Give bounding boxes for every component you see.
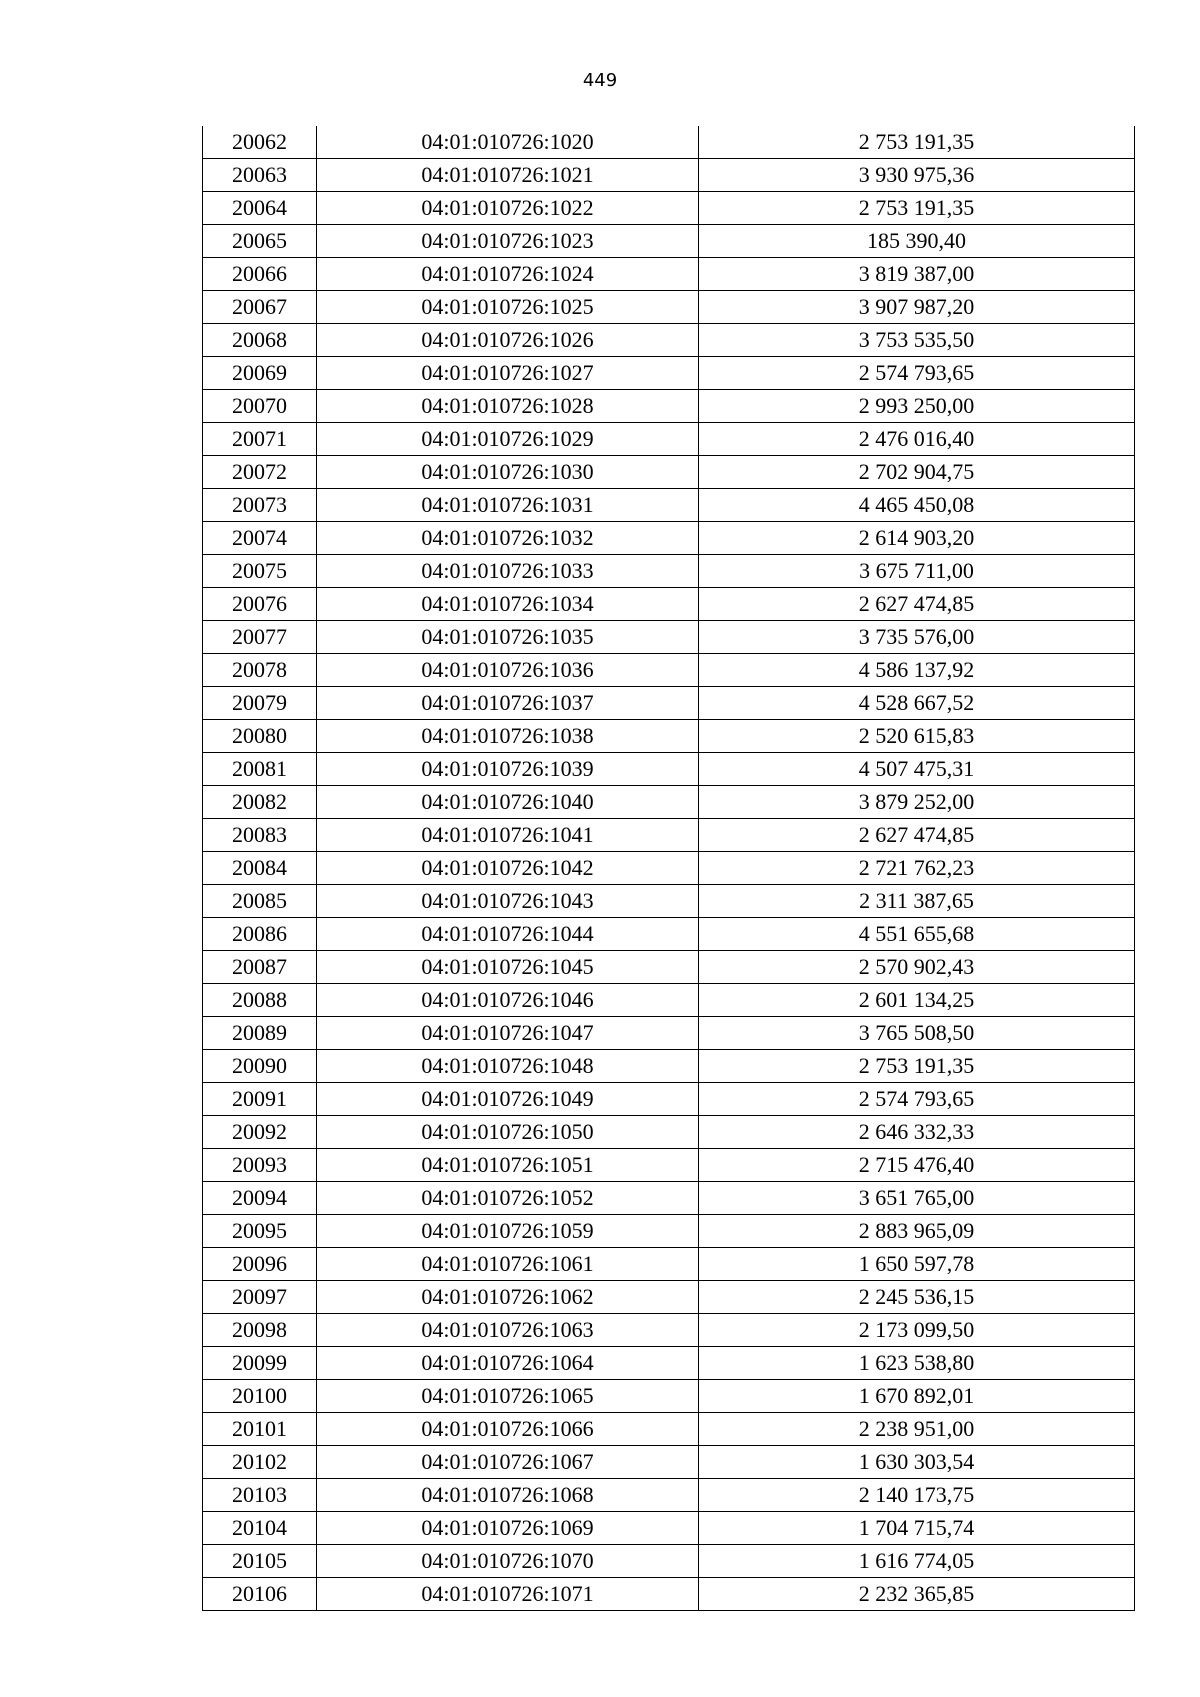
cadastral-value-cell: 1 704 715,74 [699, 1512, 1135, 1545]
cadastral-number-cell: 04:01:010726:1067 [317, 1446, 699, 1479]
cadastral-value-cell: 185 390,40 [699, 225, 1135, 258]
row-number-cell: 20100 [203, 1380, 317, 1413]
cadastral-value-cell: 2 574 793,65 [699, 357, 1135, 390]
cadastral-value-cell: 2 627 474,85 [699, 819, 1135, 852]
row-number-cell: 20065 [203, 225, 317, 258]
row-number-cell: 20101 [203, 1413, 317, 1446]
cadastral-number-cell: 04:01:010726:1023 [317, 225, 699, 258]
table-row [203, 753, 1135, 786]
cadastral-value-table [202, 126, 1135, 1611]
cadastral-value-cell: 2 702 904,75 [699, 456, 1135, 489]
row-number-cell: 20095 [203, 1215, 317, 1248]
table-row [203, 1512, 1135, 1545]
cadastral-number-cell: 04:01:010726:1031 [317, 489, 699, 522]
table-row [203, 984, 1135, 1017]
cadastral-number-cell: 04:01:010726:1049 [317, 1083, 699, 1116]
cadastral-number-cell: 04:01:010726:1052 [317, 1182, 699, 1215]
cadastral-number-cell: 04:01:010726:1044 [317, 918, 699, 951]
table-row [203, 390, 1135, 423]
table-row [203, 1446, 1135, 1479]
row-number-cell: 20066 [203, 258, 317, 291]
row-number-cell: 20092 [203, 1116, 317, 1149]
cadastral-number-cell: 04:01:010726:1065 [317, 1380, 699, 1413]
cadastral-number-cell: 04:01:010726:1020 [317, 126, 699, 159]
row-number-cell: 20103 [203, 1479, 317, 1512]
table-row [203, 687, 1135, 720]
row-number-cell: 20082 [203, 786, 317, 819]
table-row [203, 1215, 1135, 1248]
cadastral-value-cell: 2 715 476,40 [699, 1149, 1135, 1182]
cadastral-number-cell: 04:01:010726:1070 [317, 1545, 699, 1578]
table-row [203, 1248, 1135, 1281]
row-number-cell: 20102 [203, 1446, 317, 1479]
cadastral-number-cell: 04:01:010726:1034 [317, 588, 699, 621]
cadastral-number-cell: 04:01:010726:1043 [317, 885, 699, 918]
cadastral-number-cell: 04:01:010726:1026 [317, 324, 699, 357]
cadastral-value-cell: 1 623 538,80 [699, 1347, 1135, 1380]
cadastral-value-cell: 3 819 387,00 [699, 258, 1135, 291]
cadastral-value-cell: 3 735 576,00 [699, 621, 1135, 654]
row-number-cell: 20080 [203, 720, 317, 753]
cadastral-number-cell: 04:01:010726:1047 [317, 1017, 699, 1050]
cadastral-number-cell: 04:01:010726:1042 [317, 852, 699, 885]
cadastral-value-cell: 1 650 597,78 [699, 1248, 1135, 1281]
cadastral-value-cell: 2 476 016,40 [699, 423, 1135, 456]
row-number-cell: 20086 [203, 918, 317, 951]
row-number-cell: 20072 [203, 456, 317, 489]
table-row [203, 555, 1135, 588]
cadastral-number-cell: 04:01:010726:1033 [317, 555, 699, 588]
row-number-cell: 20089 [203, 1017, 317, 1050]
row-number-cell: 20091 [203, 1083, 317, 1116]
row-number-cell: 20094 [203, 1182, 317, 1215]
cadastral-number-cell: 04:01:010726:1069 [317, 1512, 699, 1545]
table-row [203, 456, 1135, 489]
row-number-cell: 20069 [203, 357, 317, 390]
table-row [203, 1083, 1135, 1116]
table-row [203, 1314, 1135, 1347]
cadastral-number-cell: 04:01:010726:1063 [317, 1314, 699, 1347]
cadastral-value-cell: 2 753 191,35 [699, 192, 1135, 225]
row-number-cell: 20093 [203, 1149, 317, 1182]
row-number-cell: 20062 [203, 126, 317, 159]
cadastral-number-cell: 04:01:010726:1062 [317, 1281, 699, 1314]
cadastral-number-cell: 04:01:010726:1050 [317, 1116, 699, 1149]
table-row [203, 192, 1135, 225]
cadastral-number-cell: 04:01:010726:1068 [317, 1479, 699, 1512]
cadastral-value-cell: 4 551 655,68 [699, 918, 1135, 951]
cadastral-value-cell: 2 245 536,15 [699, 1281, 1135, 1314]
row-number-cell: 20077 [203, 621, 317, 654]
cadastral-value-cell: 3 930 975,36 [699, 159, 1135, 192]
cadastral-value-cell: 3 907 987,20 [699, 291, 1135, 324]
table-row [203, 1413, 1135, 1446]
table-row [203, 918, 1135, 951]
cadastral-value-cell: 2 601 134,25 [699, 984, 1135, 1017]
table-row [203, 1116, 1135, 1149]
cadastral-number-cell: 04:01:010726:1045 [317, 951, 699, 984]
cadastral-number-cell: 04:01:010726:1040 [317, 786, 699, 819]
table-row [203, 1149, 1135, 1182]
row-number-cell: 20074 [203, 522, 317, 555]
cadastral-value-cell: 2 520 615,83 [699, 720, 1135, 753]
cadastral-number-cell: 04:01:010726:1032 [317, 522, 699, 555]
row-number-cell: 20087 [203, 951, 317, 984]
row-number-cell: 20105 [203, 1545, 317, 1578]
table-row [203, 1545, 1135, 1578]
cadastral-value-cell: 3 879 252,00 [699, 786, 1135, 819]
cadastral-value-cell: 2 574 793,65 [699, 1083, 1135, 1116]
row-number-cell: 20076 [203, 588, 317, 621]
cadastral-value-cell: 3 651 765,00 [699, 1182, 1135, 1215]
table-row [203, 357, 1135, 390]
table-row [203, 1578, 1135, 1611]
table-row [203, 258, 1135, 291]
cadastral-value-cell: 3 753 535,50 [699, 324, 1135, 357]
row-number-cell: 20084 [203, 852, 317, 885]
cadastral-value-cell: 4 528 667,52 [699, 687, 1135, 720]
cadastral-number-cell: 04:01:010726:1046 [317, 984, 699, 1017]
cadastral-number-cell: 04:01:010726:1051 [317, 1149, 699, 1182]
cadastral-value-cell: 2 753 191,35 [699, 1050, 1135, 1083]
cadastral-value-cell: 4 465 450,08 [699, 489, 1135, 522]
cadastral-number-cell: 04:01:010726:1041 [317, 819, 699, 852]
row-number-cell: 20075 [203, 555, 317, 588]
cadastral-number-cell: 04:01:010726:1064 [317, 1347, 699, 1380]
table-row [203, 1050, 1135, 1083]
row-number-cell: 20079 [203, 687, 317, 720]
cadastral-number-cell: 04:01:010726:1028 [317, 390, 699, 423]
cadastral-value-cell: 2 173 099,50 [699, 1314, 1135, 1347]
row-number-cell: 20064 [203, 192, 317, 225]
row-number-cell: 20081 [203, 753, 317, 786]
table-row [203, 720, 1135, 753]
row-number-cell: 20088 [203, 984, 317, 1017]
cadastral-number-cell: 04:01:010726:1022 [317, 192, 699, 225]
cadastral-value-cell: 1 630 303,54 [699, 1446, 1135, 1479]
table-row [203, 1281, 1135, 1314]
table-row [203, 489, 1135, 522]
row-number-cell: 20068 [203, 324, 317, 357]
cadastral-value-cell: 3 765 508,50 [699, 1017, 1135, 1050]
cadastral-number-cell: 04:01:010726:1036 [317, 654, 699, 687]
row-number-cell: 20078 [203, 654, 317, 687]
cadastral-number-cell: 04:01:010726:1059 [317, 1215, 699, 1248]
cadastral-value-cell: 4 507 475,31 [699, 753, 1135, 786]
cadastral-number-cell: 04:01:010726:1035 [317, 621, 699, 654]
row-number-cell: 20099 [203, 1347, 317, 1380]
row-number-cell: 20090 [203, 1050, 317, 1083]
table-body [203, 126, 1135, 1611]
cadastral-value-cell: 2 753 191,35 [699, 126, 1135, 159]
cadastral-number-cell: 04:01:010726:1030 [317, 456, 699, 489]
cadastral-value-cell: 2 883 965,09 [699, 1215, 1135, 1248]
cadastral-number-cell: 04:01:010726:1025 [317, 291, 699, 324]
table-row [203, 1479, 1135, 1512]
table-row [203, 819, 1135, 852]
row-number-cell: 20104 [203, 1512, 317, 1545]
cadastral-value-cell: 4 586 137,92 [699, 654, 1135, 687]
row-number-cell: 20106 [203, 1578, 317, 1611]
table-row [203, 1017, 1135, 1050]
table-row [203, 159, 1135, 192]
cadastral-number-cell: 04:01:010726:1071 [317, 1578, 699, 1611]
cadastral-number-cell: 04:01:010726:1021 [317, 159, 699, 192]
table-row [203, 1347, 1135, 1380]
table-row [203, 951, 1135, 984]
cadastral-number-cell: 04:01:010726:1029 [317, 423, 699, 456]
table-row [203, 522, 1135, 555]
row-number-cell: 20098 [203, 1314, 317, 1347]
page-number: 449 [582, 70, 618, 91]
row-number-cell: 20067 [203, 291, 317, 324]
cadastral-table-container [202, 126, 1134, 1611]
cadastral-value-cell: 1 616 774,05 [699, 1545, 1135, 1578]
row-number-cell: 20083 [203, 819, 317, 852]
row-number-cell: 20070 [203, 390, 317, 423]
row-number-cell: 20063 [203, 159, 317, 192]
cadastral-value-cell: 2 311 387,65 [699, 885, 1135, 918]
table-row [203, 588, 1135, 621]
cadastral-number-cell: 04:01:010726:1066 [317, 1413, 699, 1446]
table-row [203, 621, 1135, 654]
table-row [203, 324, 1135, 357]
cadastral-value-cell: 2 646 332,33 [699, 1116, 1135, 1149]
table-row [203, 852, 1135, 885]
row-number-cell: 20073 [203, 489, 317, 522]
table-row [203, 654, 1135, 687]
cadastral-value-cell: 2 721 762,23 [699, 852, 1135, 885]
cadastral-value-cell: 2 993 250,00 [699, 390, 1135, 423]
cadastral-value-cell: 3 675 711,00 [699, 555, 1135, 588]
cadastral-value-cell: 2 627 474,85 [699, 588, 1135, 621]
cadastral-number-cell: 04:01:010726:1037 [317, 687, 699, 720]
cadastral-value-cell: 2 570 902,43 [699, 951, 1135, 984]
cadastral-value-cell: 1 670 892,01 [699, 1380, 1135, 1413]
cadastral-value-cell: 2 614 903,20 [699, 522, 1135, 555]
cadastral-number-cell: 04:01:010726:1038 [317, 720, 699, 753]
table-row [203, 786, 1135, 819]
cadastral-number-cell: 04:01:010726:1027 [317, 357, 699, 390]
table-row [203, 126, 1135, 159]
row-number-cell: 20085 [203, 885, 317, 918]
cadastral-value-cell: 2 232 365,85 [699, 1578, 1135, 1611]
row-number-cell: 20097 [203, 1281, 317, 1314]
row-number-cell: 20071 [203, 423, 317, 456]
cadastral-number-cell: 04:01:010726:1024 [317, 258, 699, 291]
cadastral-number-cell: 04:01:010726:1039 [317, 753, 699, 786]
table-row [203, 885, 1135, 918]
cadastral-value-cell: 2 140 173,75 [699, 1479, 1135, 1512]
table-row [203, 1380, 1135, 1413]
cadastral-value-cell: 2 238 951,00 [699, 1413, 1135, 1446]
table-row [203, 423, 1135, 456]
table-row [203, 225, 1135, 258]
table-row [203, 1182, 1135, 1215]
table-row [203, 291, 1135, 324]
cadastral-number-cell: 04:01:010726:1048 [317, 1050, 699, 1083]
cadastral-number-cell: 04:01:010726:1061 [317, 1248, 699, 1281]
row-number-cell: 20096 [203, 1248, 317, 1281]
